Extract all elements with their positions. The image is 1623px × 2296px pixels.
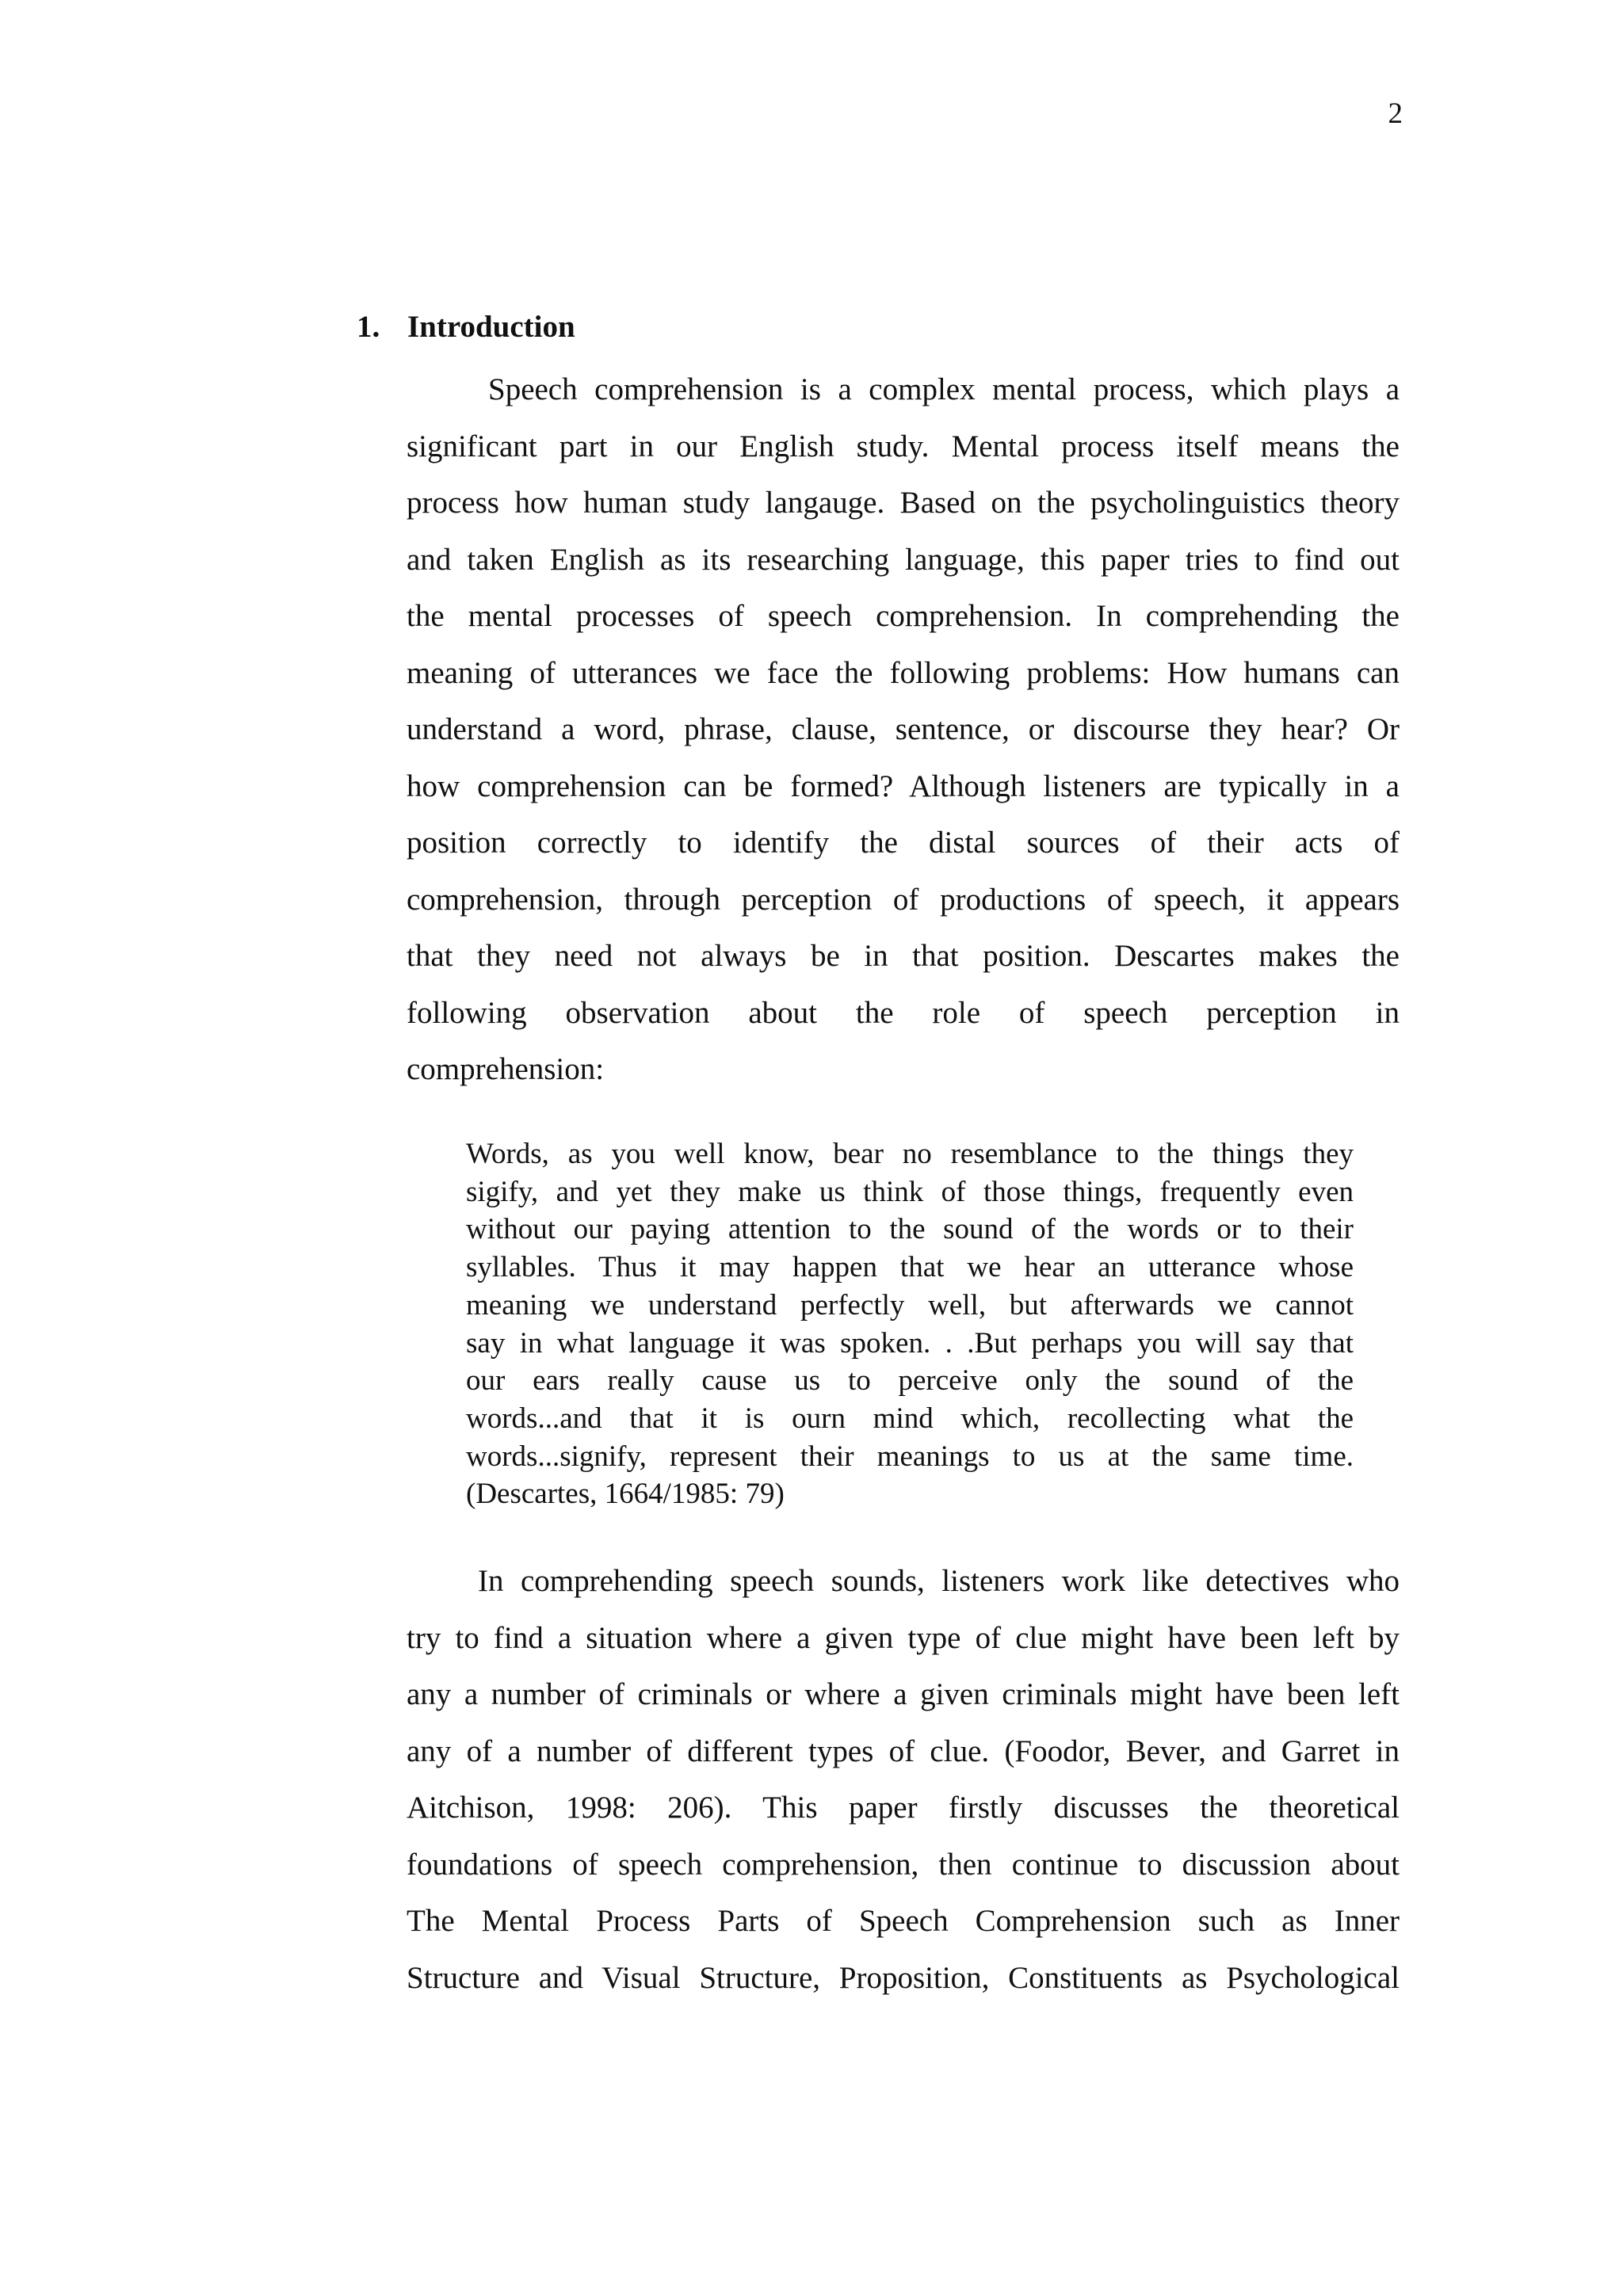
text-line: position correctly to identify the distal sources of their acts of	[407, 826, 1400, 860]
text-line: and taken English as its researching language, this paper tries to find out	[407, 542, 1400, 577]
quote-line: sigify, and yet they make us think of those things, frequently even	[466, 1175, 1354, 1208]
page-number: 2	[1388, 97, 1403, 130]
text-line: Speech comprehension is a complex mental process, which plays a	[488, 372, 1400, 406]
quote-line: meaning we understand perfectly well, but afterwards we cannot	[466, 1288, 1354, 1322]
introduction-paragraph-1	[407, 361, 1400, 1098]
text-line: try to find a situation where a given type of clue might have been left by	[407, 1620, 1400, 1655]
text-line: the mental processes of speech comprehension. In comprehending the	[407, 599, 1400, 633]
text-line: comprehension:	[407, 1052, 605, 1086]
text-line: any a number of criminals or where a given criminals might have been left	[407, 1677, 1400, 1711]
text-line: process how human study langauge. Based on the psycholinguistics theory	[407, 486, 1400, 520]
quote-line: our ears really cause us to perceive only the sound of the	[466, 1364, 1354, 1398]
quote-line: Words, as you well know, bear no resemblance to the things they	[466, 1138, 1354, 1170]
text-line: The Mental Process Parts of Speech Comprehension such as Inner	[407, 1904, 1400, 1938]
section-title: Introduction	[407, 310, 575, 344]
section-heading	[357, 309, 575, 345]
section-number: 1.	[357, 310, 380, 344]
quote-line: say in what language it was spoken. . .But perhaps you will say that	[466, 1326, 1354, 1360]
introduction-paragraph-2	[407, 1553, 1400, 2006]
text-line: understand a word, phrase, clause, sentence, or discourse they hear? Or	[407, 712, 1400, 746]
text-line: meaning of utterances we face the following problems: How humans can	[407, 655, 1400, 690]
quote-line: words...and that it is ourn mind which, recollecting what the	[466, 1402, 1354, 1435]
text-line: Structure and Visual Structure, Proposition, Constituents as Psychological	[407, 1960, 1400, 1995]
quote-line: syllables. Thus it may happen that we hear an utterance whose	[466, 1251, 1354, 1284]
descartes-blockquote	[466, 1135, 1354, 1513]
quote-line: without our paying attention to the sound of the words or to their	[466, 1213, 1354, 1246]
quote-line: words...signify, represent their meanings to us at the same time.	[466, 1440, 1354, 1473]
text-line: any of a number of different types of clue. (Foodor, Bever, and Garret in	[407, 1733, 1400, 1768]
text-line: Aitchison, 1998: 206). This paper firstly discusses the theoretical	[407, 1791, 1400, 1825]
text-line: following observation about the role of speech perception in	[407, 995, 1400, 1030]
text-line: foundations of speech comprehension, then continue to discussion about	[407, 1847, 1400, 1882]
quote-citation: (Descartes, 1664/1985: 79)	[466, 1478, 785, 1511]
text-line: comprehension, through perception of productions of speech, it appears	[407, 882, 1400, 917]
text-line: how comprehension can be formed? Although listeners are typically in a	[407, 769, 1400, 803]
text-line: significant part in our English study. Mental process itself means the	[407, 429, 1400, 463]
text-line: that they need not always be in that position. Descartes makes the	[407, 939, 1400, 973]
text-line: In comprehending speech sounds, listeners work like detectives who	[478, 1564, 1400, 1598]
